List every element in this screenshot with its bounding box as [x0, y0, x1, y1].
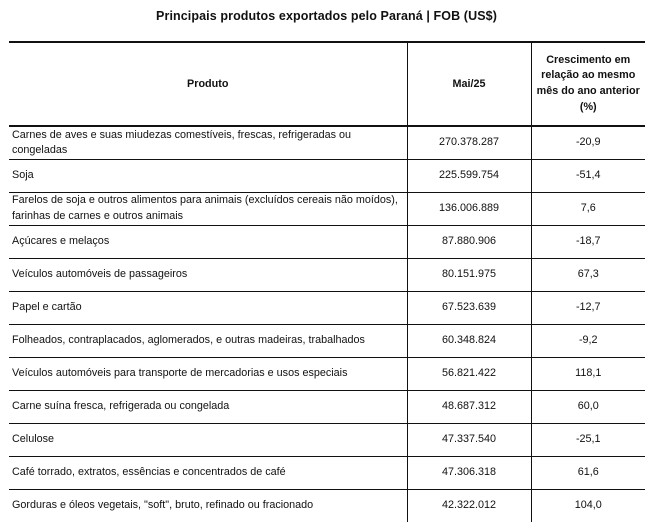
cell-produto: Açúcares e melaços: [9, 225, 407, 258]
cell-crescimento: -9,2: [531, 324, 645, 357]
cell-crescimento: 60,0: [531, 390, 645, 423]
cell-valor: 60.348.824: [407, 324, 531, 357]
cell-crescimento: 118,1: [531, 357, 645, 390]
table-row: [9, 258, 645, 291]
cell-produto: Farelos de soja e outros alimentos para animais (excluídos cereais não moídos), farinhas de carnes e outros animais: [9, 192, 407, 225]
cell-crescimento: 104,0: [574, 499, 602, 512]
cell-crescimento: 67,3: [531, 258, 645, 291]
cell-crescimento: 7,6: [531, 192, 645, 225]
cell-crescimento: -20,9: [531, 126, 645, 159]
table-header-row: [9, 42, 645, 126]
header-crescimento: [531, 42, 645, 126]
table-row: [9, 192, 645, 225]
header-crescimento-line: Crescimento em: [546, 53, 631, 66]
cell-produto: Folheados, contraplacados, aglomerados, e outras madeiras, trabalhados: [9, 324, 407, 357]
cell-valor: 47.306.318: [407, 456, 531, 489]
cell-produto: Gorduras e óleos vegetais, "soft", bruto, refinado ou fracionado: [9, 489, 407, 522]
table-row: [9, 456, 645, 489]
cell-valor: 225.599.754: [407, 159, 531, 192]
header-valor: Mai/25: [407, 42, 531, 126]
cell-valor: 67.523.639: [407, 291, 531, 324]
table-row: [9, 489, 645, 522]
cell-valor: 48.687.312: [407, 390, 531, 423]
table-row: [9, 357, 645, 390]
cell-valor: 136.006.889: [407, 192, 531, 225]
exports-table: [9, 41, 645, 522]
cell-crescimento: -12,7: [531, 291, 645, 324]
cell-valor: 47.337.540: [407, 423, 531, 456]
cell-crescimento: -25,1: [531, 423, 645, 456]
cell-valor: 80.151.975: [407, 258, 531, 291]
cell-produto: Papel e cartão: [9, 291, 407, 324]
cell-valor: 270.378.287: [407, 126, 531, 159]
cell-valor: 42.322.012: [407, 489, 531, 522]
cell-produto: Veículos automóveis para transporte de mercadorias e usos especiais: [9, 357, 407, 390]
table-row: [9, 423, 645, 456]
header-crescimento-line: mês do ano anterior: [536, 85, 640, 97]
table-row: [9, 225, 645, 258]
table-row: [9, 291, 645, 324]
cell-produto: Café torrado, extratos, essências e concentrados de café: [9, 456, 407, 489]
table-row: [9, 390, 645, 423]
table-row: [9, 324, 645, 357]
cell-valor: 56.821.422: [407, 357, 531, 390]
cell-produto: Carne suína fresca, refrigerada ou congelada: [9, 390, 407, 423]
table-row: [9, 126, 645, 159]
cell-produto: Veículos automóveis de passageiros: [9, 258, 407, 291]
cell-valor: 87.880.906: [407, 225, 531, 258]
header-produto: Produto: [9, 42, 407, 126]
header-crescimento-line: (%): [579, 100, 597, 113]
page-title: Principais produtos exportados pelo Paraná | FOB (US$): [156, 9, 497, 23]
cell-produto: Carnes de aves e suas miudezas comestíveis, frescas, refrigeradas ou congeladas: [9, 126, 407, 159]
cell-crescimento: -51,4: [531, 159, 645, 192]
cell-produto: Soja: [9, 159, 407, 192]
table-row: [9, 159, 645, 192]
cell-crescimento: -18,7: [531, 225, 645, 258]
cell-crescimento: 61,6: [531, 456, 645, 489]
header-crescimento-line: relação ao mesmo: [541, 69, 636, 82]
cell-produto: Celulose: [9, 423, 407, 456]
